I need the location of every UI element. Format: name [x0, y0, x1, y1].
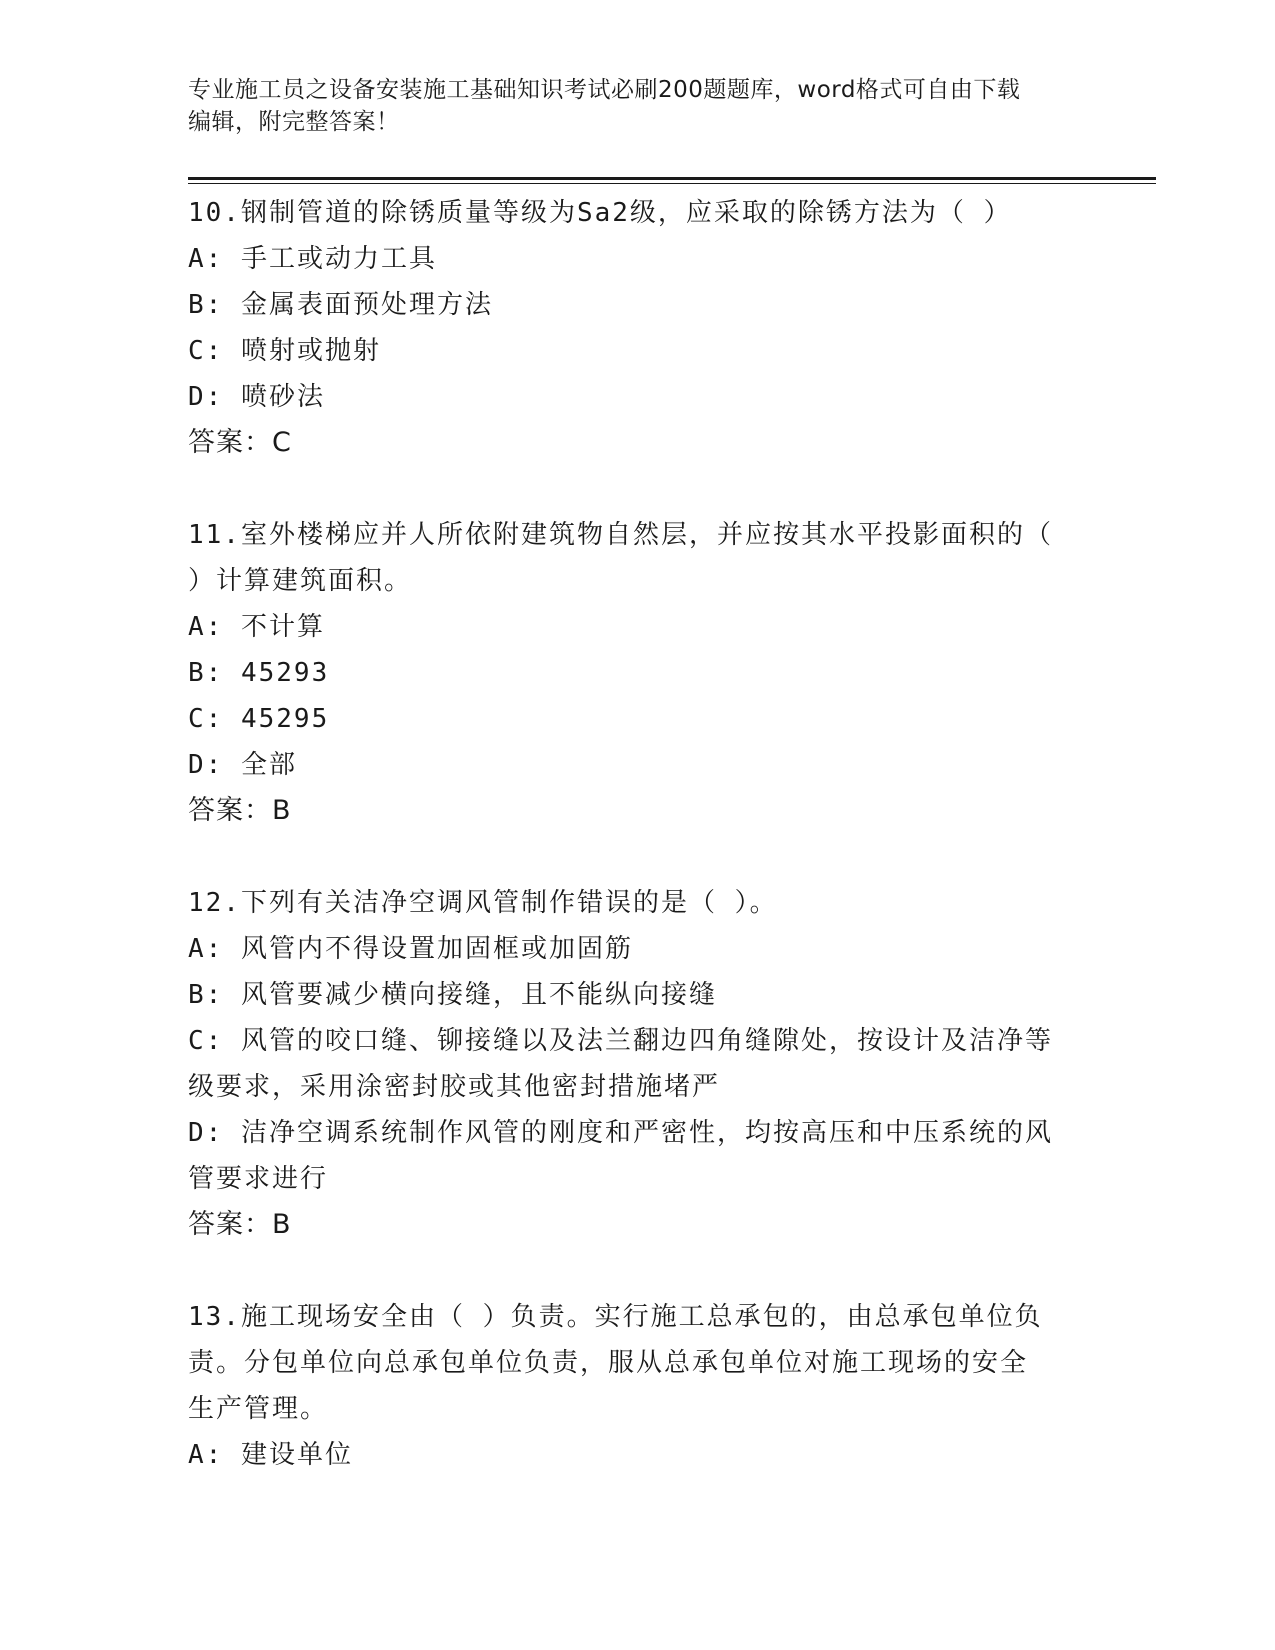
question-12 [188, 880, 1088, 1248]
question-stem-continued: 责。分包单位向总承包单位负责，服从总承包单位对施工现场的安全 [188, 1348, 1029, 1378]
question-10 [188, 190, 1088, 466]
question-stem: 11.室外楼梯应并人所依附建筑物自然层，并应按其水平投影面积的（ [188, 520, 1053, 550]
question-13 [188, 1294, 1088, 1478]
answer-label: 答案：B [188, 1209, 292, 1240]
answer-label: 答案：B [188, 795, 292, 826]
header-divider-thin [188, 183, 1156, 184]
question-stem-continued: ）计算建筑面积。 [188, 566, 413, 596]
option-c-continued: 级要求，采用涂密封胶或其他密封措施堵严 [188, 1072, 721, 1102]
option-a: A: 建设单位 [188, 1440, 353, 1470]
option-d: D: 洁净空调系统制作风管的刚度和严密性，均按高压和中压系统的风 [188, 1118, 1053, 1148]
option-b: B: 45293 [188, 658, 330, 688]
question-stem-continued: 生产管理。 [188, 1394, 329, 1424]
question-stem: 13.施工现场安全由（ ）负责。实行施工总承包的，由总承包单位负 [188, 1302, 1043, 1332]
header-divider-thick [188, 177, 1156, 180]
option-c: C: 风管的咬口缝、铆接缝以及法兰翻边四角缝隙处，按设计及洁净等 [188, 1026, 1053, 1056]
option-d-continued: 管要求进行 [188, 1164, 329, 1194]
option-b: B: 金属表面预处理方法 [188, 290, 493, 320]
option-a: A: 手工或动力工具 [188, 244, 437, 274]
question-stem: 10.钢制管道的除锈质量等级为Sa2级，应采取的除锈方法为（ ） [188, 198, 1012, 228]
question-11 [188, 512, 1088, 834]
option-a: A: 不计算 [188, 612, 325, 642]
document-header [188, 74, 1088, 138]
option-d: D: 喷砂法 [188, 382, 325, 412]
option-d: D: 全部 [188, 750, 297, 780]
option-c: C: 45295 [188, 704, 330, 734]
option-c: C: 喷射或抛射 [188, 336, 381, 366]
option-a: A: 风管内不得设置加固框或加固筋 [188, 934, 633, 964]
question-stem: 12.下列有关洁净空调风管制作错误的是（ ）。 [188, 888, 778, 918]
answer-label: 答案：C [188, 427, 292, 458]
option-b: B: 风管要减少横向接缝，且不能纵向接缝 [188, 980, 717, 1010]
header-title-line-2: 编辑，附完整答案！ [188, 109, 400, 135]
header-title-line-1: 专业施工员之设备安装施工基础知识考试必刷200题题库，word格式可自由下载 [188, 77, 1021, 103]
question-list [188, 190, 1088, 1524]
